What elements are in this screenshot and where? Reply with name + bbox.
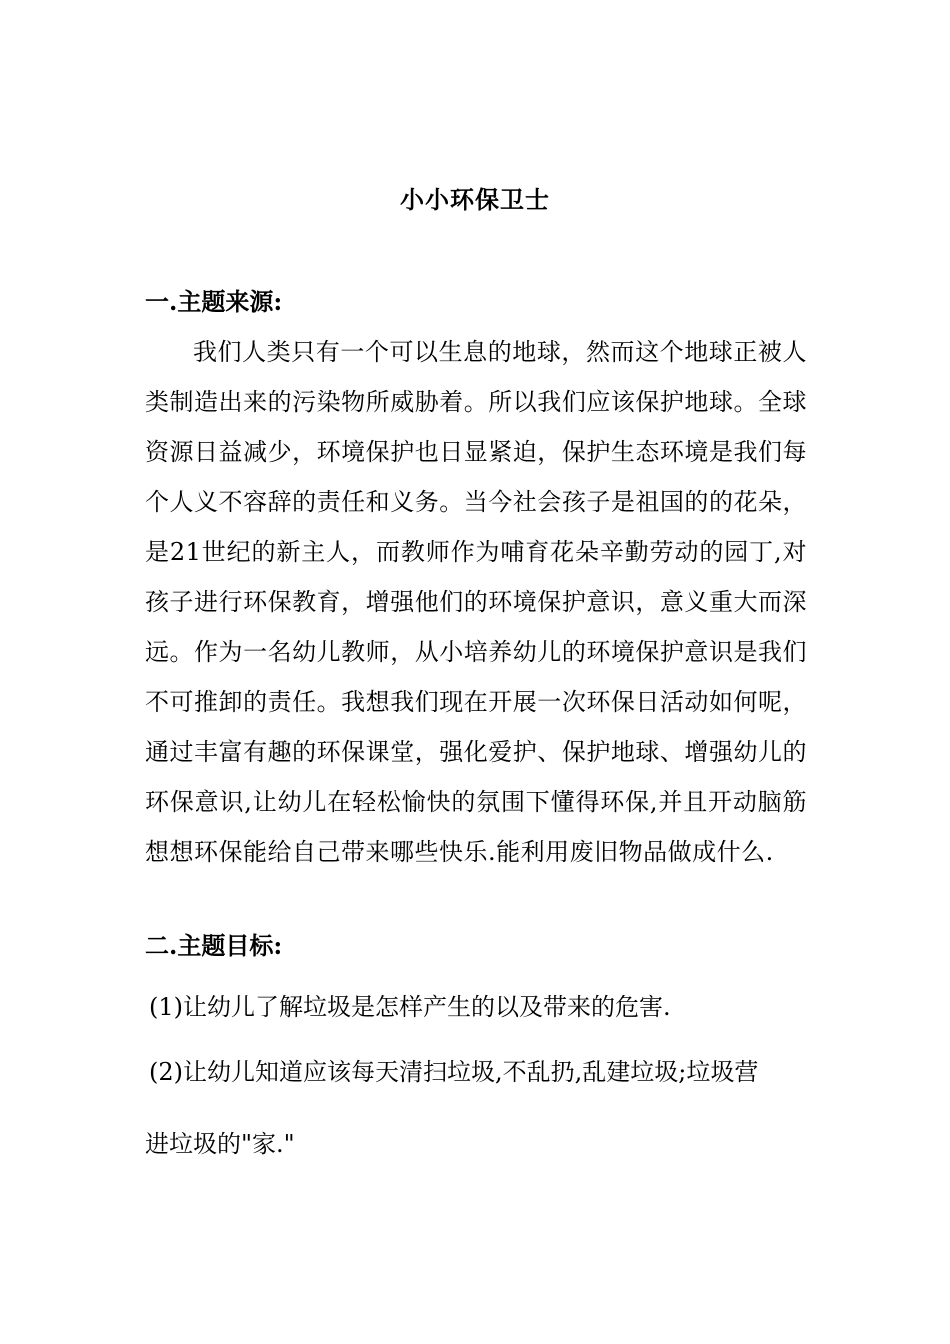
document-title: 小小环保卫士 xyxy=(400,185,550,214)
goal-item-2-continued: 进垃圾的"家." xyxy=(145,1130,295,1158)
goal-item-2: (2)让幼儿知道应该每天清扫垃圾,不乱扔,乱建垃圾;垃圾营 xyxy=(149,1058,759,1086)
section-heading-theme-goals: 二.主题目标: xyxy=(145,931,283,960)
section-paragraph-theme-source: 我们人类只有一个可以生息的地球，然而这个地球正被人类制造出来的污染物所威胁着。所以我们应该保护地球。全球资源日益减少，环境保护也日显紧迫，保护生态环境是我们每个人义不容辞的责任和义务。当今社会孩子是祖国的的花朵，是21世纪的新主人，而教师作为哺育花朵辛勤劳动的园丁,对孩子进行环保教育，增强他们的环境保护意识，意义重大而深远。作为一名幼儿教师，从小培养幼儿的环境保护意识是我们不可推卸的责任。我想我们现在开展一次环保日活动如何呢，通过丰富有趣的环保课堂，强化爱护、保护地球、增强幼儿的环保意识,让幼儿在轻松愉快的氛围下懂得环保,并且开动脑筋想想环保能给自己带来哪些快乐.能利用废旧物品做成什么. xyxy=(145,338,807,866)
goal-item-1: (1)让幼儿了解垃圾是怎样产生的以及带来的危害. xyxy=(149,993,671,1021)
section-heading-theme-source: 一.主题来源: xyxy=(145,287,283,316)
